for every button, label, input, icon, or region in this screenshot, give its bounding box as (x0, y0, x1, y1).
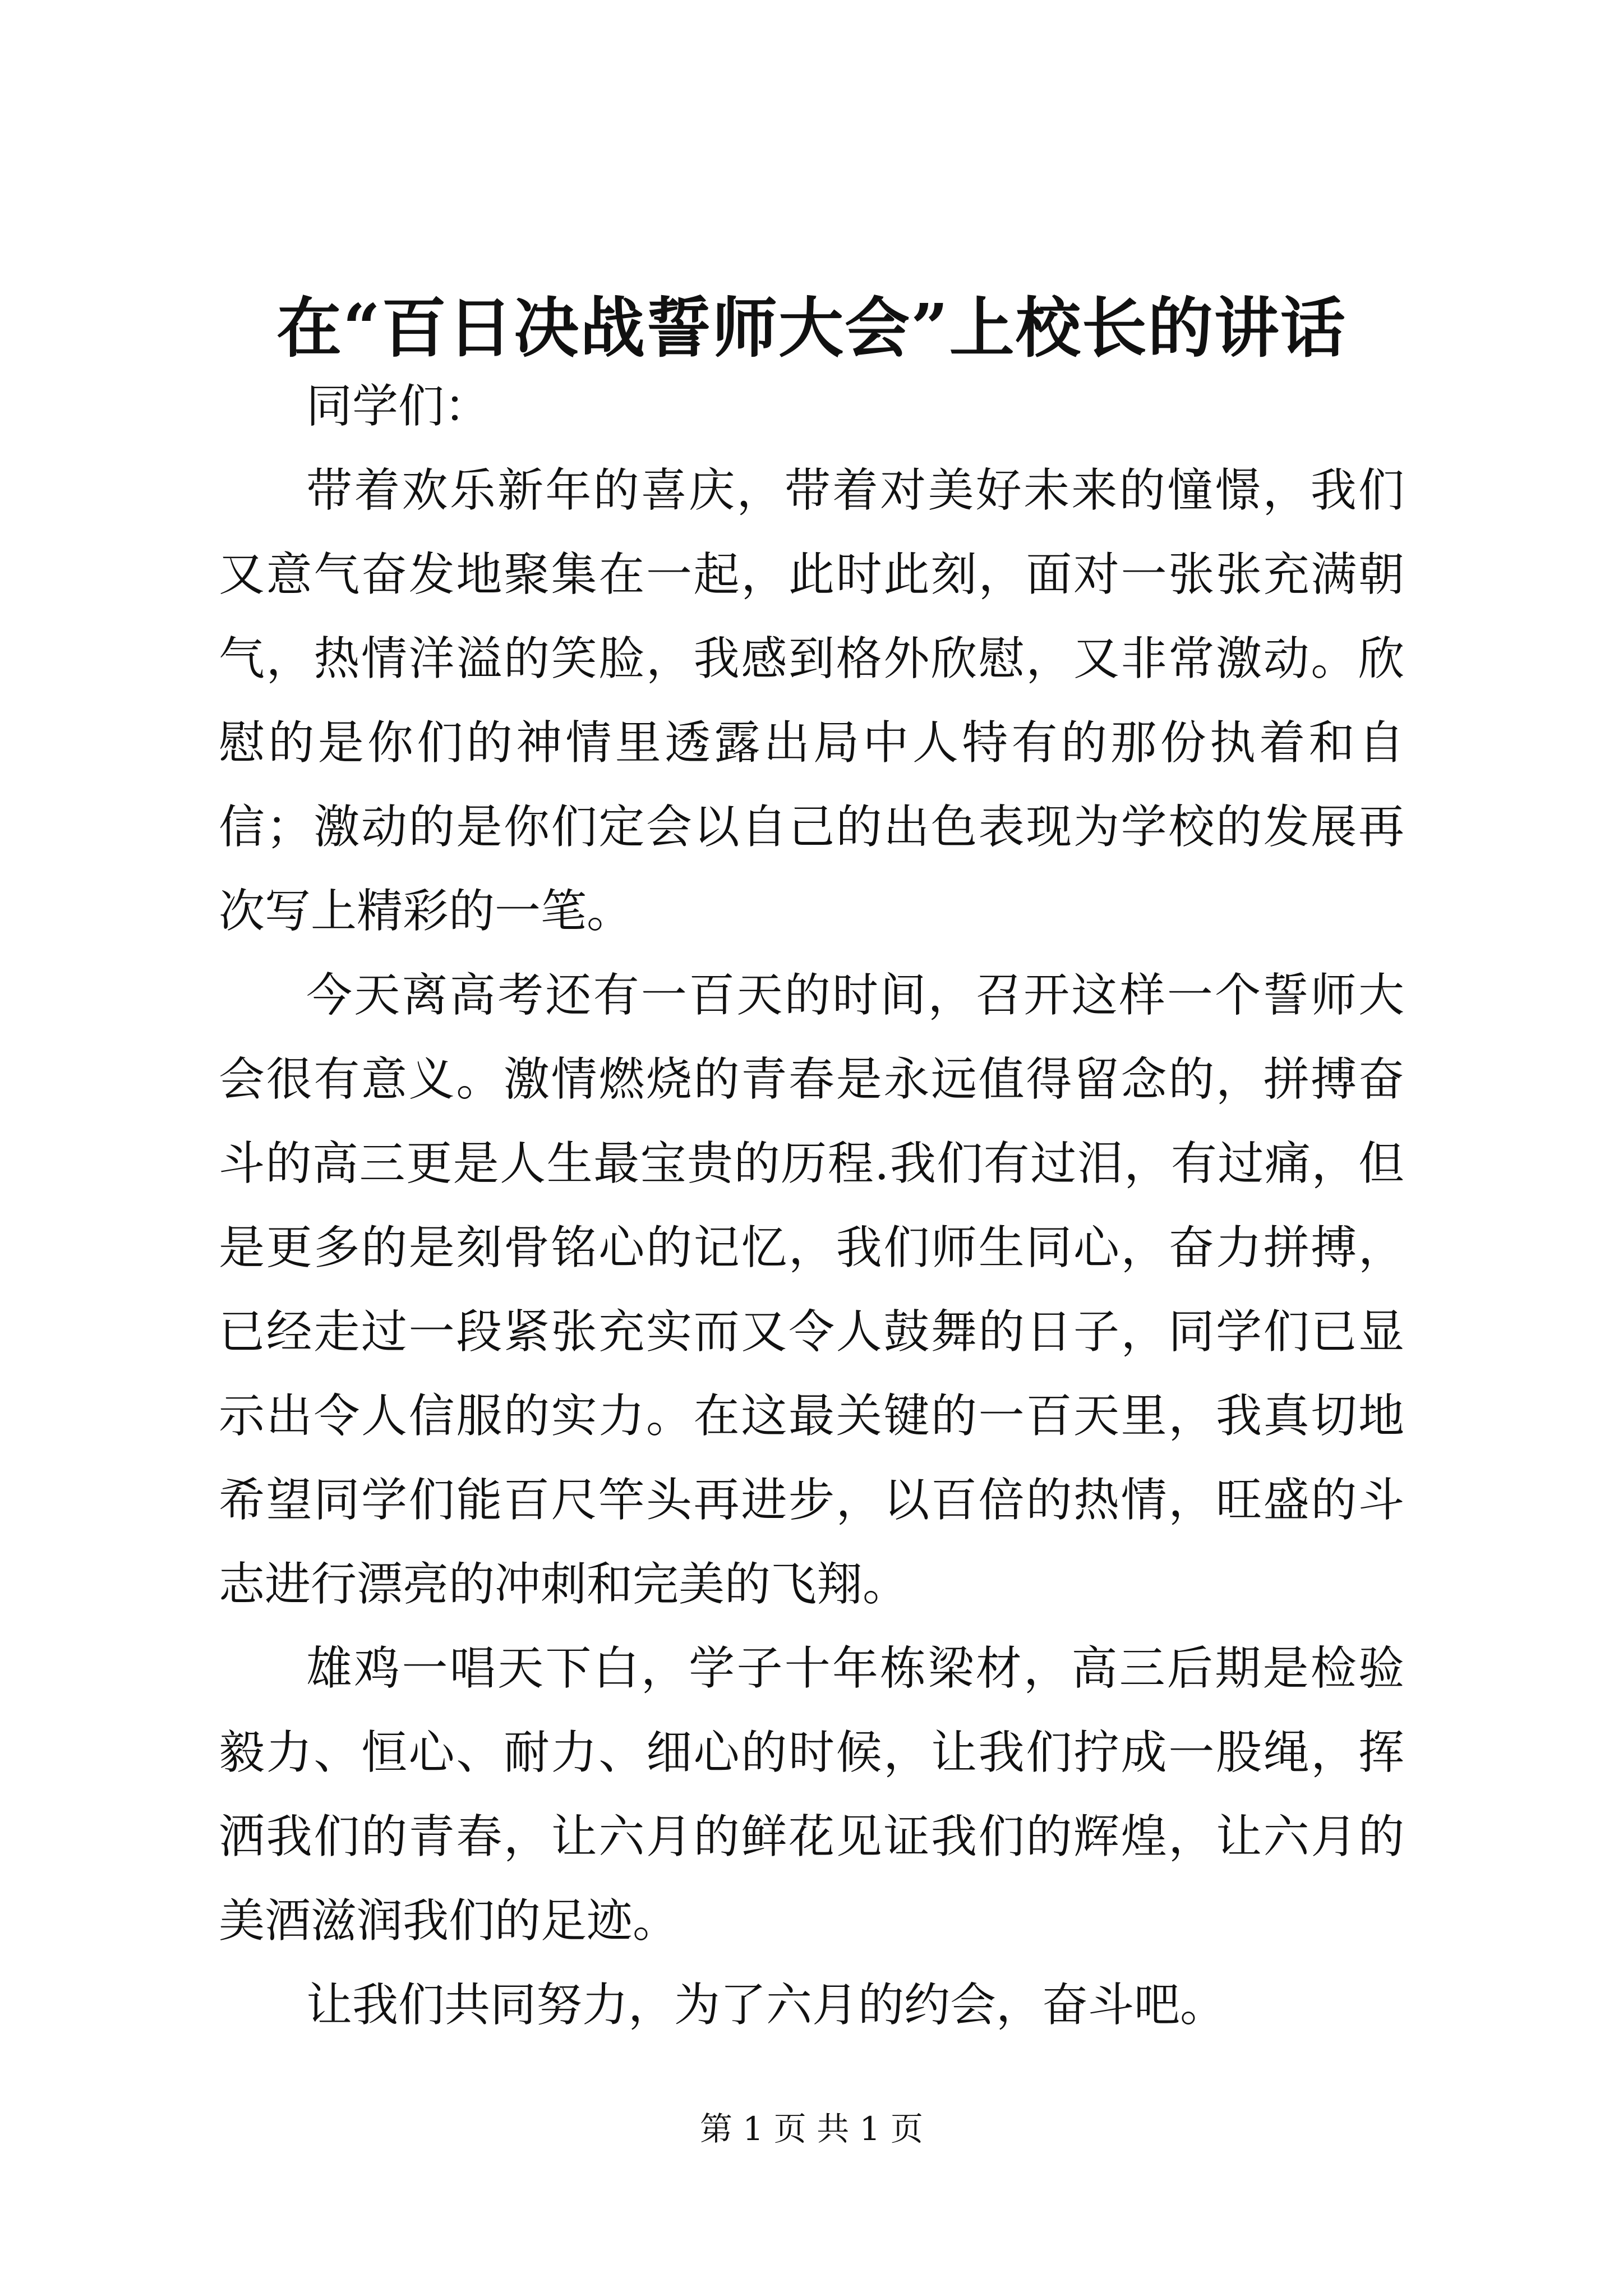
page-title: 在“百日决战誓师大会”上校长的讲话 (276, 290, 1347, 366)
page-number-footer: 第 1 页 共 1 页 (700, 2110, 923, 2148)
body-paragraph: 让我们共同努力，为了六月的约会，奋斗吧。 (306, 1978, 1227, 2032)
body-paragraph: 雄鸡一唱天下白，学子十年栋梁材，高三后期是检验毅力、恒心、耐力、细心的时候，让我们拧成一股绳，挥洒我们的青春，让六月的鲜花见证我们的辉煌，让六月的美酒滋润我们的足迹。 (219, 1642, 1404, 1948)
document-body (219, 365, 1404, 2047)
body-paragraph: 今天离高考还有一百天的时间，召开这样一个誓师大会很有意义。激情燃烧的青春是永远值得留念的，拼搏奋斗的高三更是人生最宝贵的历程.我们有过泪，有过痛，但是更多的是刻骨铭心的记忆，我们师生同心，奋力拼搏，已经走过一段紧张充实而又令人鼓舞的日子，同学们已显示出令人信服的实力。在这最关键的一百天里，我真切地希望同学们能百尺竿头再进步，以百倍的热情，旺盛的斗志进行漂亮的冲刺和完美的飞翔。 (219, 969, 1404, 1611)
body-paragraph: 带着欢乐新年的喜庆，带着对美好未来的憧憬，我们又意气奋发地聚集在一起，此时此刻，面对一张张充满朝气，热情洋溢的笑脸，我感到格外欣慰，又非常激动。欣慰的是你们的神情里透露出局中人特有的那份执着和自信；激动的是你们定会以自己的出色表现为学校的发展再次写上精彩的一笔。 (219, 464, 1404, 938)
salutation: 同学们： (306, 380, 491, 433)
